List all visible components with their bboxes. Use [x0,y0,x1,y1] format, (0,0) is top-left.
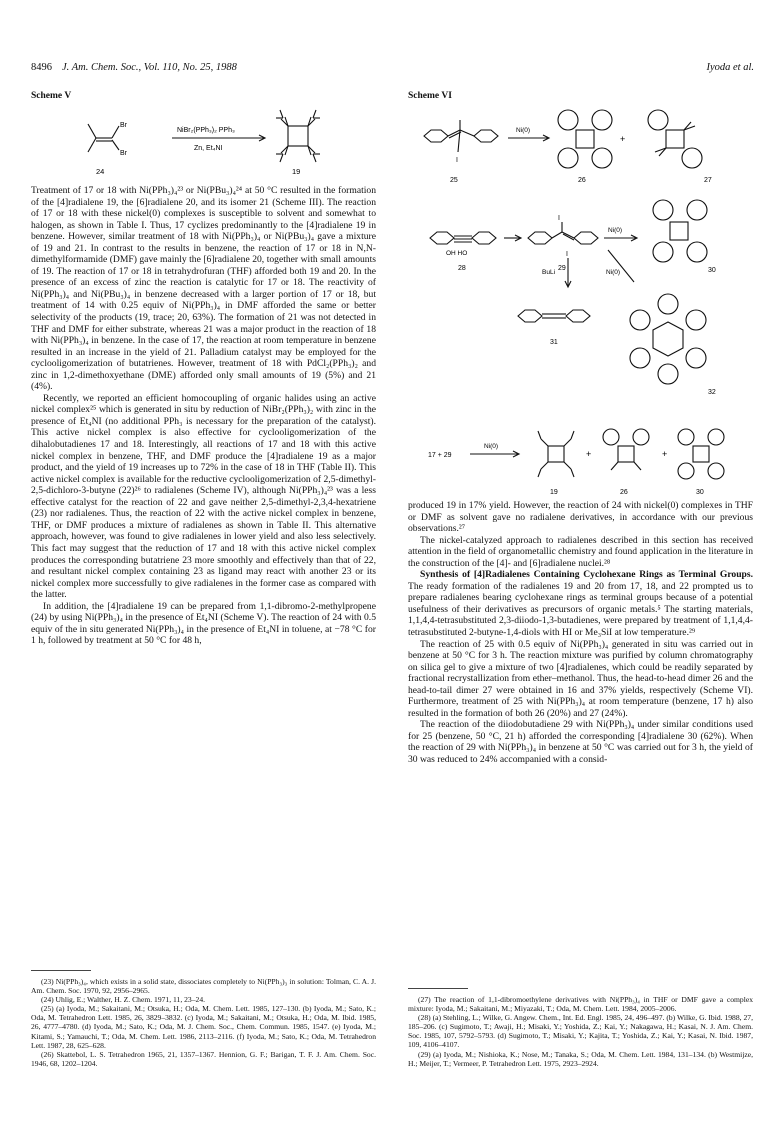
iodine-label: I [558,215,560,222]
running-authors: Iyoda et al. [706,62,754,73]
scheme-v-figure [80,108,350,180]
ni0-label: Ni(0) [608,227,623,234]
scheme-v-title: Scheme V [31,91,72,101]
ni0-label: Ni(0) [516,127,531,134]
butyllithium-label: BuLi [542,269,556,276]
compound-26-label: 26 [620,489,628,496]
footnotes-left [31,977,376,1068]
footnote: (24) Uhlig, E.; Walther, H. Z. Chem. 1971, 11, 23–24. [41,995,206,1005]
compound-26-label: 26 [578,177,586,184]
paragraph: The reaction of the diiodobutadiene 29 with Ni(PPh₃)₄ under similar conditions used for 25 (benzene, 50 °C, 21 h) afforded the corresponding [4]radialene 30 (62%). When the reaction of 29 with Ni(PPh₃)₄ in benzene at 50 °C was carried out for 3 h, the yield of 30 was reduced to 24% accompanied with a consid- [408,719,753,766]
footnote-rule-left [31,970,91,971]
reactants-label: 17 + 29 [428,452,452,459]
scheme-v-reagent-bottom: Zn, Et₄NI [194,145,223,152]
compound-31-label: 31 [550,339,558,346]
compound-30-label: 30 [708,267,716,274]
journal-citation: J. Am. Chem. Soc., Vol. 110, No. 25, 1988 [62,62,237,73]
plus-sign: + [586,449,592,459]
right-column-text [408,500,753,766]
compound-19-label: 19 [292,167,301,176]
paragraph: In addition, the [4]radialene 19 can be prepared from 1,1-dibromo-2-methylpropene (24) by using Ni(PPh₃)₄ in the presence of Et₄NI (Scheme V). The reaction of 24 with 0.5 equiv of the in situ generated Ni(PPh₃)₄ in the presence of Et₄NI in toluene, at −78 °C for 1 h, followed by treatment at 50 °C for 48 h, [31,600,376,647]
paragraph: The reaction of 25 with 0.5 equiv of Ni(PPh₃)₄ generated in situ was carried out in benzene at 50 °C for 3 h. The reaction mixture was purified by column chromatography on silica gel to give a mixture of two [4]radialenes, which could be readily separated by fractional recrystallization from ether–methanol. Thus, the head-to-head dimer 26 and the head-to-tail dimer 27 were obtained in 16 and 37% yields, respectively (Scheme VI). Furthermore, treatment of 25 with Ni(PPh₃)₄ at room temperature (benzene, 17 h) also resulted in the formation of both 26 (20%) and 27 (24%). [408,638,753,719]
paragraph: Treatment of 17 or 18 with Ni(PPh₃)₄²³ or Ni(PBu₃)₄²⁴ at 50 °C resulted in the formation of the [4]radialene 19, the [6]radialene 20, and its isomer 21 (Scheme III). The reaction of 17 or 18 with these nickel(0) complexes is susceptible to solvent and somewhat to halogen, as shown in Table I. Thus, 17 cyclizes predominantly to the [4]radialene 19 in benzene. However, similar treatment of 18 with Ni(PPh₃)₄ or Ni(PBu₃)₄ gave a mixture of 19 and 21. In contrast to the results in benzene, the reaction of 17 or 18 in N,N-dimethylformamide (DMF) gave mainly the [6]radialene 20, together with small amounts of 19. The reaction of 17 or 18 in tetrahydrofuran (THF) afforded both 19 and 20. In the presence of an excess of zinc the reaction is catalytic for 17 or 18. The reactivity of Ni(PPh₃)₄ and Ni(PBu₃)₄ in benzene decreased with a larger portion of 17 or 18, but treatment of 14 with 0.25 equiv of Ni(PPh₃)₄ in DMF afforded the same or better selectivity of the products (19, trace; 20, 63%). The formation of 21 was not detected in THF and DMF for either substrate, whereas 21 was a major product in the reaction of 18 with Ni(PPh₃)₄ in benzene. In the case of 17, the reaction at room temperature in benzene resulted in an increase in the yield of 21. Palladium catalyst may be employed for the cyclooligomerization of butatrienes. However, treatment of 18 with PdCl₂(PPh₃)₂ and zinc in 1,2-dimethoxyethane (DME) afforded only small amounts of 19 (5%) and 21 (4%). [31,185,376,393]
paragraph: The nickel-catalyzed approach to radialenes described in this section has received attention in the field of organometallic chemistry and found application in the literature in the construction of the [4]- and [6]radialene nuclei.²⁸ [408,534,753,569]
compound-27-label: 27 [704,177,712,184]
plus-sign: + [662,449,668,459]
left-column-text [31,185,376,647]
iodine-label: I [456,157,458,164]
compound-25-label: 25 [450,177,458,184]
hydroxyl-label: OH HO [446,250,468,257]
page-number: 8496 [31,62,52,73]
footnote: (29) (a) Iyoda, M.; Nishioka, K.; Nose, M.; Tanaka, S.; Oda, M. Chem. Lett. 1984, 131–134. (b) Westmijze, H.; Meijer, T.; Vermeer, P. Tetrahedron Lett. 1975, 2923–2924. [408,1049,753,1068]
scheme-v-reagent-top: NiBr₂(PPh₃)₂ PPh₃ [177,127,235,134]
scheme-vi-figure [408,100,753,520]
ni0-label: Ni(0) [484,443,499,450]
footnotes-right [408,995,753,1068]
iodine-label: I [566,251,568,258]
compound-29-label: 29 [558,265,566,272]
scheme-v-br-top: Br [120,122,127,129]
scheme-v-br-bottom: Br [120,150,127,157]
plus-sign: + [620,134,626,144]
compound-30-label: 30 [696,489,704,496]
footnote: (28) (a) Stehling, L.; Wilke, G. Angew. Chem., Int. Ed. Engl. 1985, 24, 496–497. (b) Wilke, G. Ibid. 1988, 27, 185–206. (c) Sugimoto, T.; Awaji, H.; Misaki, Y.; Yoshida, Z.; Kai, Y.; Nakagawa, H.; Kasai, N. J. Am. Chem. Soc. 1985, 107, 5792–5793. (d) Sugimoto, T.; Misaki, Y.; Kajita, T.; Yoshida, Z.; Kai, Y.; Kasai, N. Ibid. 1987, 109, 4106–4107. [408,1013,753,1050]
footnote: (25) (a) Iyoda, M.; Sakaitani, M.; Otsuka, H.; Oda, M. Chem. Lett. 1985, 127–130. (b) Iyoda, M.; Sato, K.; Oda, M. Tetrahedron Lett. 1985, 26, 3829–3832. (c) Iyoda, M.; Sakaitani, M.; Otsuka, H.; Oda, M. Ibid. 1985, 26, 4777–4780. (d) Iyoda, M.; Sato, K.; Oda, M. J. Chem. Soc., Chem. Commun. 1985, 1547. (e) Iyoda, M.; Kitami, S.; Yamauchi, T.; Oda, M. Chem. Lett. 1986, 2113–2116. (f) Iyoda, M.; Sato, K.; Oda, M. Tetrahedron Lett. 1987, 28, 625–628. [31,1004,376,1050]
compound-32-label: 32 [708,389,716,396]
compound-24-label: 24 [96,167,105,176]
scheme-vi-title: Scheme VI [408,91,452,101]
compound-19-label: 19 [550,489,558,496]
paragraph: The ready formation of the radialenes 19 and 20 from 17, 18, and 22 prompted us to prepare radialenes bearing cyclohexane rings as terminal groups because of a potential usefulness of their derivatives as precursors of organic metals.⁵ The starting materials, 1,1,4,4-tetrasubstituted 2,3-diiodo-1,3-butadienes, were prepared by treatment of 1,1,4,4-tetrasubstituted 2-butyne-1,4-diols with HI or Me₃SiI at low temperature.²⁹ [408,580,753,639]
section-heading: Synthesis of [4]Radialenes Containing Cyclohexane Rings as Terminal Groups. [420,569,753,581]
ni0-label: Ni(0) [606,269,621,276]
footnote-rule-right [408,988,468,989]
footnote: (26) Skattebol, L. S. Tetrahedron 1965, 21, 1357–1367. Hennion, G. F.; Barigan, T. F. J. Am. Chem. Soc. 1946, 68, 1202–1204. [31,1049,376,1068]
footnote: (23) Ni(PPh₃)₄, which exists in a solid state, dissociates completely to Ni(PPh₃)₃ in solution: Tolman, C. A. J. Am. Chem. Soc. 1970, 92, 2956–2965. [31,977,376,996]
compound-28-label: 28 [458,265,466,272]
paragraph: produced 19 in 17% yield. However, the reaction of 24 with nickel(0) complexes in THF or DMF as solvent gave no radialene derivatives, in accordance with our previous observations.²⁷ [408,500,753,535]
paragraph: Recently, we reported an efficient homocoupling of organic halides using an active nickel complex²⁵ which is generated in situ by reduction of NiBr₂(PPh₃)₂ with zinc in the presence of Et₄NI (no additional PPh₃ is necessary for the preparation of the catalyst). This active nickel complex is also effective for cyclooligomerization of the dihalobutadienes 17 and 18. Interestingly, all reactions of 17 and 18 with this active nickel complex in benzene, THF, and DMF produce the [4]radialene 19 as a major product, and the yield of 19 increases up to 72% in the case of 18 in THF (Table II). This active nickel complex is available for the reductive cyclooligomerization of 2,5-dimethyl-2,5-dichloro-3-butyne (22)²⁶ to radialenes (Scheme IV), although Ni(PPh₃)₄²³ was a less effective catalyst for the reaction of 22 and gave neither 2,5-dimethyl-2,3,4-hexatriene (23) nor radialenes. Thus, the reaction of 22 with the active nickel complex in benzene, THF, or DMF produces a mixture of radialenes as shown in Table II. This alternative approach, however, was found to give radialenes in lower yield and also less selectively. This fact may suggest that the reduction of 17 and 18 with this active nickel complex produces the corresponding butatriene 23 more smoothly and effectively than that of 22, and resultant nickel complex containing 23 as ligand may react with another 23 or its nickel complex more successfully to give radialenes in the former case as compared with the latter. [31,392,376,601]
footnote: (27) The reaction of 1,1-dibromoethylene derivatives with Ni(PPh₃)₄ in THF or DMF gave a complex mixture: Iyoda, M.; Sakaitani, M.; Miyazaki, T.; Oda, M. Chem. Lett. 1984, 2005–2006. [408,995,753,1014]
